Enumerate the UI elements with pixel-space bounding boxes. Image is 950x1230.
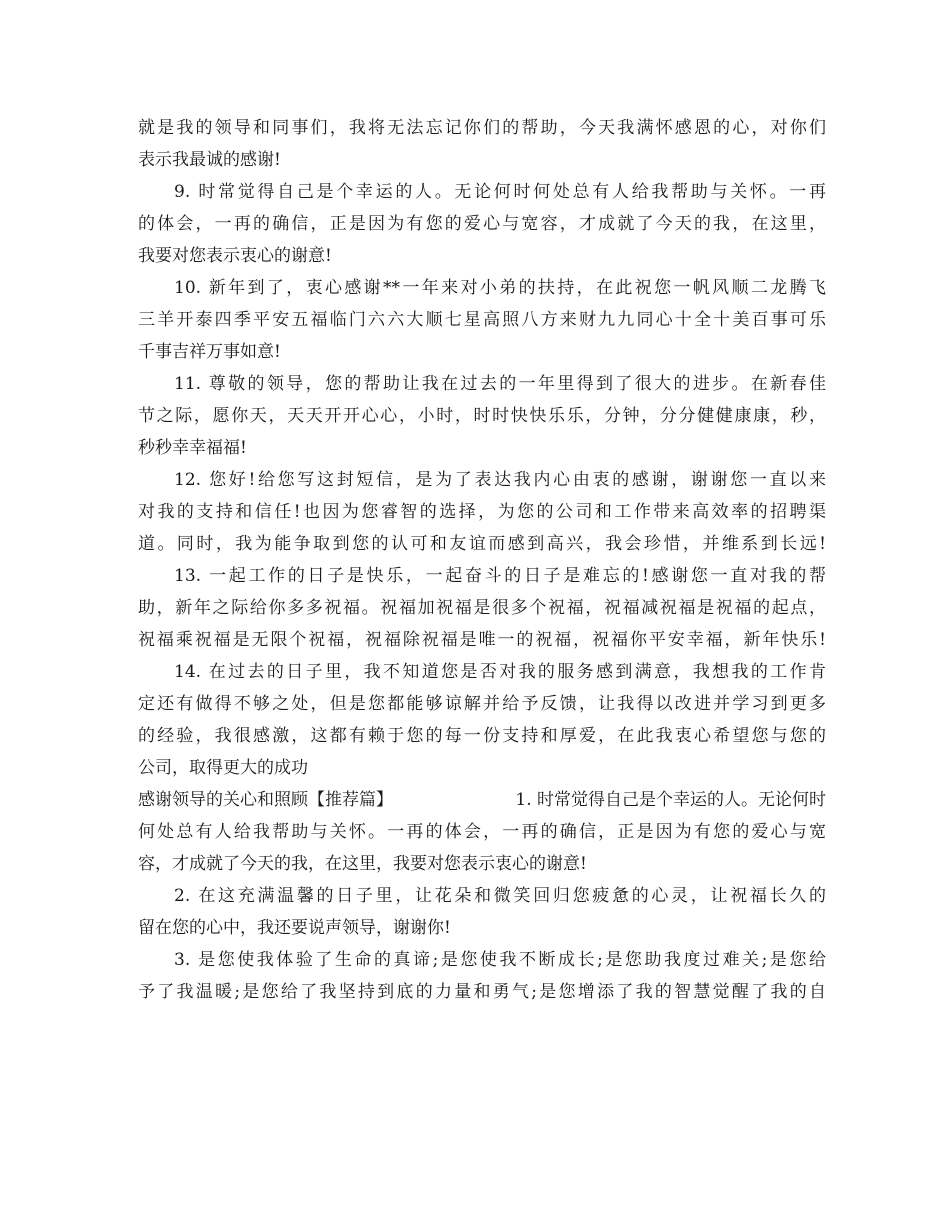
- text-line: 祝福乘祝福是无限个祝福，祝福除祝福是唯一的祝福，祝福你平安幸福，新年快乐!: [138, 630, 826, 650]
- text-line: 9. 时常觉得自己是个幸运的人。无论何时何处总有人给我帮助与关怀。一再: [174, 182, 826, 202]
- text-line: 3. 是您使我体验了生命的真谛;是您使我不断成长;是您助我度过难关;是您给: [174, 950, 826, 970]
- document-page: [138, 112, 826, 1008]
- document-body-after: [138, 816, 826, 1008]
- text-line: 何处总有人给我帮助与关怀。一再的体会，一再的确信，正是因为有您的爱心与宽: [138, 822, 826, 842]
- document-body-before: [138, 112, 826, 784]
- text-line: 14. 在过去的日子里，我不知道您是否对我的服务感到满意，我想我的工作肯: [174, 662, 826, 682]
- text-line: 三羊开泰四季平安五福临门六六大顺七星高照八方来财九九同心十全十美百事可乐: [138, 310, 826, 330]
- text-line: 节之际，愿你天，天天开开心心，小时，时时快快乐乐，分钟，分分健健康康，秒，: [138, 406, 826, 426]
- text-line: 道。同时，我为能争取到您的认可和友谊而感到高兴，我会珍惜，并维系到长远!: [138, 534, 826, 554]
- text-line: 对我的支持和信任!也因为您睿智的选择，为您的公司和工作带来高效率的招聘渠: [138, 502, 826, 522]
- text-line: 2. 在这充满温馨的日子里，让花朵和微笑回归您疲惫的心灵，让祝福长久的: [174, 886, 826, 906]
- text-line: 公司，取得更大的成功: [138, 758, 308, 778]
- text-line: 留在您的心中，我还要说声领导，谢谢你!: [138, 918, 451, 938]
- text-line: 容，才成就了今天的我，在这里，我要对您表示衷心的谢意!: [138, 854, 587, 874]
- text-line: 秒秒幸幸福福!: [138, 438, 247, 458]
- text-line: 11. 尊敬的领导，您的帮助让我在过去的一年里得到了很大的进步。在新春佳: [174, 374, 826, 394]
- text-line: 表示我最诚的感谢!: [138, 150, 281, 170]
- text-line: 13. 一起工作的日子是快乐，一起奋斗的日子是难忘的!感谢您一直对我的帮: [174, 566, 826, 586]
- text-line: 定还有做得不够之处，但是您都能够谅解并给予反馈，让我得以改进并学习到更多: [138, 694, 826, 714]
- section-heading-line: [138, 784, 826, 816]
- text-line: 千事吉祥万事如意!: [138, 342, 281, 362]
- text-line: 10. 新年到了，衷心感谢**一年来对小弟的扶持，在此祝您一帆风顺二龙腾飞: [174, 278, 826, 298]
- text-line: 的体会，一再的确信，正是因为有您的爱心与宽容，才成就了今天的我，在这里，: [138, 214, 826, 234]
- text-line: 的经验，我很感激，这都有赖于您的每一份支持和厚爱，在此我衷心希望您与您的: [138, 726, 826, 746]
- text-line: 就是我的领导和同事们，我将无法忘记你们的帮助，今天我满怀感恩的心，对你们: [138, 118, 826, 138]
- text-line: 我要对您表示衷心的谢意!: [138, 246, 332, 266]
- text-line: 予了我温暖;是您给了我坚持到底的力量和勇气;是您增添了我的智慧觉醒了我的自: [138, 982, 826, 1002]
- text-line: 12. 您好!给您写这封短信，是为了表达我内心由衷的感谢，谢谢您一直以来: [174, 470, 826, 490]
- section-first-item: 1. 时常觉得自己是个幸运的人。无论何时: [515, 790, 826, 810]
- text-line: 助，新年之际给你多多祝福。祝福加祝福是很多个祝福，祝福减祝福是祝福的起点，: [138, 598, 826, 618]
- section-heading: 感谢领导的关心和照顾【推荐篇】: [138, 790, 393, 810]
